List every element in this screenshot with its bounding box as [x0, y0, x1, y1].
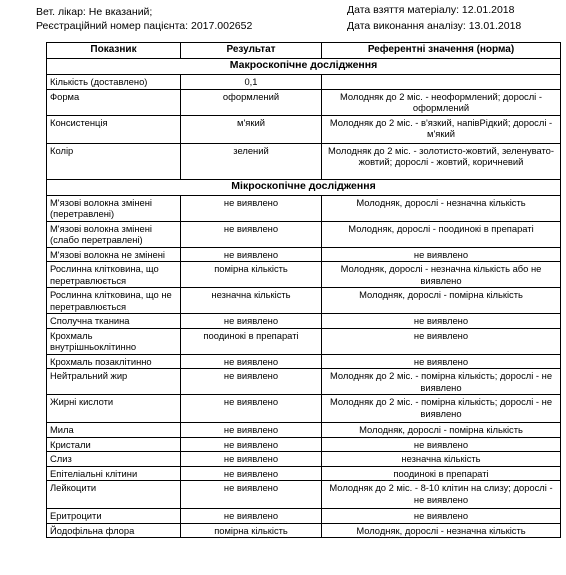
- result-cell: поодинокі в препараті: [181, 328, 322, 354]
- result-cell: не виявлено: [181, 452, 322, 467]
- result-cell: 0,1: [181, 75, 322, 90]
- result-cell: зелений: [181, 143, 322, 179]
- indicator-cell: Консистенція: [47, 115, 181, 143]
- result-cell: не виявлено: [181, 481, 322, 509]
- reference-cell: не виявлено: [322, 328, 561, 354]
- table-row: [47, 466, 561, 481]
- table-row: [47, 437, 561, 452]
- table-row: [47, 423, 561, 438]
- result-cell: не виявлено: [181, 221, 322, 247]
- reference-cell: Молодняк, дорослі - незначна кількість або не виявлено: [322, 262, 561, 288]
- result-cell: не виявлено: [181, 314, 322, 329]
- indicator-cell: Епітеліальні клітини: [47, 466, 181, 481]
- indicator-cell: М'язові волокна не змінені: [47, 247, 181, 262]
- table-row: [47, 221, 561, 247]
- table-row: [47, 369, 561, 395]
- table-row: [47, 452, 561, 467]
- reference-cell: Молодняк до 2 міс. - неоформлений; дорослі - оформлений: [322, 89, 561, 115]
- reference-cell: не виявлено: [322, 354, 561, 369]
- table-row: [47, 328, 561, 354]
- result-cell: не виявлено: [181, 354, 322, 369]
- result-cell: незначна кількість: [181, 288, 322, 314]
- result-cell: не виявлено: [181, 369, 322, 395]
- vet-doctor-text: Вет. лікар: Не вказаний;: [36, 6, 153, 18]
- indicator-cell: Колір: [47, 143, 181, 179]
- indicator-cell: Мила: [47, 423, 181, 438]
- reference-cell: Молодняк до 2 міс. - помірна кількість; дорослі - не виявлено: [322, 395, 561, 423]
- table-row: [47, 89, 561, 115]
- table-row: [47, 395, 561, 423]
- table-row: [47, 523, 561, 538]
- indicator-cell: М'язові волокна змінені (перетравлені): [47, 195, 181, 221]
- section-title: Мікроскопічне дослідження: [47, 179, 561, 195]
- table-row: [47, 195, 561, 221]
- table-row: [47, 509, 561, 524]
- result-cell: не виявлено: [181, 466, 322, 481]
- reference-cell: Молодняк, дорослі - помірна кількість: [322, 288, 561, 314]
- col-header-result: Результат: [181, 43, 322, 59]
- result-cell: м'який: [181, 115, 322, 143]
- indicator-cell: Кристали: [47, 437, 181, 452]
- reference-cell: не виявлено: [322, 247, 561, 262]
- indicator-cell: Кількість (доставлено): [47, 75, 181, 90]
- table-row: [47, 288, 561, 314]
- result-cell: оформлений: [181, 89, 322, 115]
- reference-cell: Молодняк до 2 міс. - 8-10 клітин на слизу; дорослі - не виявлено: [322, 481, 561, 509]
- patient-number-text: Реєстраційний номер пацієнта: 2017.002652: [36, 20, 253, 32]
- section-row: [47, 179, 561, 195]
- result-cell: не виявлено: [181, 195, 322, 221]
- reference-cell: поодинокі в препараті: [322, 466, 561, 481]
- report-header: [0, 0, 566, 36]
- indicator-cell: Йодофільна флора: [47, 523, 181, 538]
- indicator-cell: М'язові волокна змінені (слабо перетравлені): [47, 221, 181, 247]
- indicator-cell: Нейтральний жир: [47, 369, 181, 395]
- reference-cell: Молодняк до 2 міс. - в'язкий, напівРідкий; дорослі - м'який: [322, 115, 561, 143]
- col-header-reference: Референтні значення (норма): [322, 43, 561, 59]
- indicator-cell: Лейкоцити: [47, 481, 181, 509]
- section-title: Макроскопічне дослідження: [47, 59, 561, 75]
- indicator-cell: Сполучна тканина: [47, 314, 181, 329]
- reference-cell: Молодняк, дорослі - помірна кількість: [322, 423, 561, 438]
- indicator-cell: Рослинна клітковина, що перетравлюється: [47, 262, 181, 288]
- indicator-cell: Крохмаль внутрішньоклітинно: [47, 328, 181, 354]
- table-row: [47, 354, 561, 369]
- reference-cell: Молодняк, дорослі - поодинокі в препараті: [322, 221, 561, 247]
- table-body: [47, 59, 561, 538]
- reference-cell: [322, 75, 561, 90]
- table-row: [47, 143, 561, 179]
- indicator-cell: Форма: [47, 89, 181, 115]
- reference-cell: Молодняк до 2 міс. - помірна кількість; дорослі - не виявлено: [322, 369, 561, 395]
- table-row: [47, 75, 561, 90]
- result-cell: не виявлено: [181, 437, 322, 452]
- indicator-cell: Слиз: [47, 452, 181, 467]
- section-row: [47, 59, 561, 75]
- table-header-row: [47, 43, 561, 59]
- indicator-cell: Жирні кислоти: [47, 395, 181, 423]
- table-row: [47, 247, 561, 262]
- table-row: [47, 314, 561, 329]
- reference-cell: не виявлено: [322, 314, 561, 329]
- result-cell: помірна кількість: [181, 523, 322, 538]
- col-header-indicator: Показник: [47, 43, 181, 59]
- reference-cell: Молодняк до 2 міс. - золотисто-жовтий, зеленувато-жовтий; дорослі - жовтий, коричневий: [322, 143, 561, 179]
- reference-cell: незначна кількість: [322, 452, 561, 467]
- date-taken-text: Дата взяття матеріалу: 12.01.2018: [347, 4, 515, 16]
- result-cell: не виявлено: [181, 423, 322, 438]
- result-cell: не виявлено: [181, 509, 322, 524]
- reference-cell: не виявлено: [322, 437, 561, 452]
- date-done-text: Дата виконання аналізу: 13.01.2018: [347, 20, 522, 32]
- reference-cell: не виявлено: [322, 509, 561, 524]
- indicator-cell: Рослинна клітковина, що не перетравлюється: [47, 288, 181, 314]
- table-row: [47, 481, 561, 509]
- reference-cell: Молодняк, дорослі - незначна кількість: [322, 195, 561, 221]
- result-cell: не виявлено: [181, 247, 322, 262]
- indicator-cell: Еритроцити: [47, 509, 181, 524]
- results-table: [46, 42, 561, 538]
- result-cell: не виявлено: [181, 395, 322, 423]
- table-row: [47, 115, 561, 143]
- result-cell: помірна кількість: [181, 262, 322, 288]
- indicator-cell: Крохмаль позаклітинно: [47, 354, 181, 369]
- table-row: [47, 262, 561, 288]
- reference-cell: Молодняк, дорослі - незначна кількість: [322, 523, 561, 538]
